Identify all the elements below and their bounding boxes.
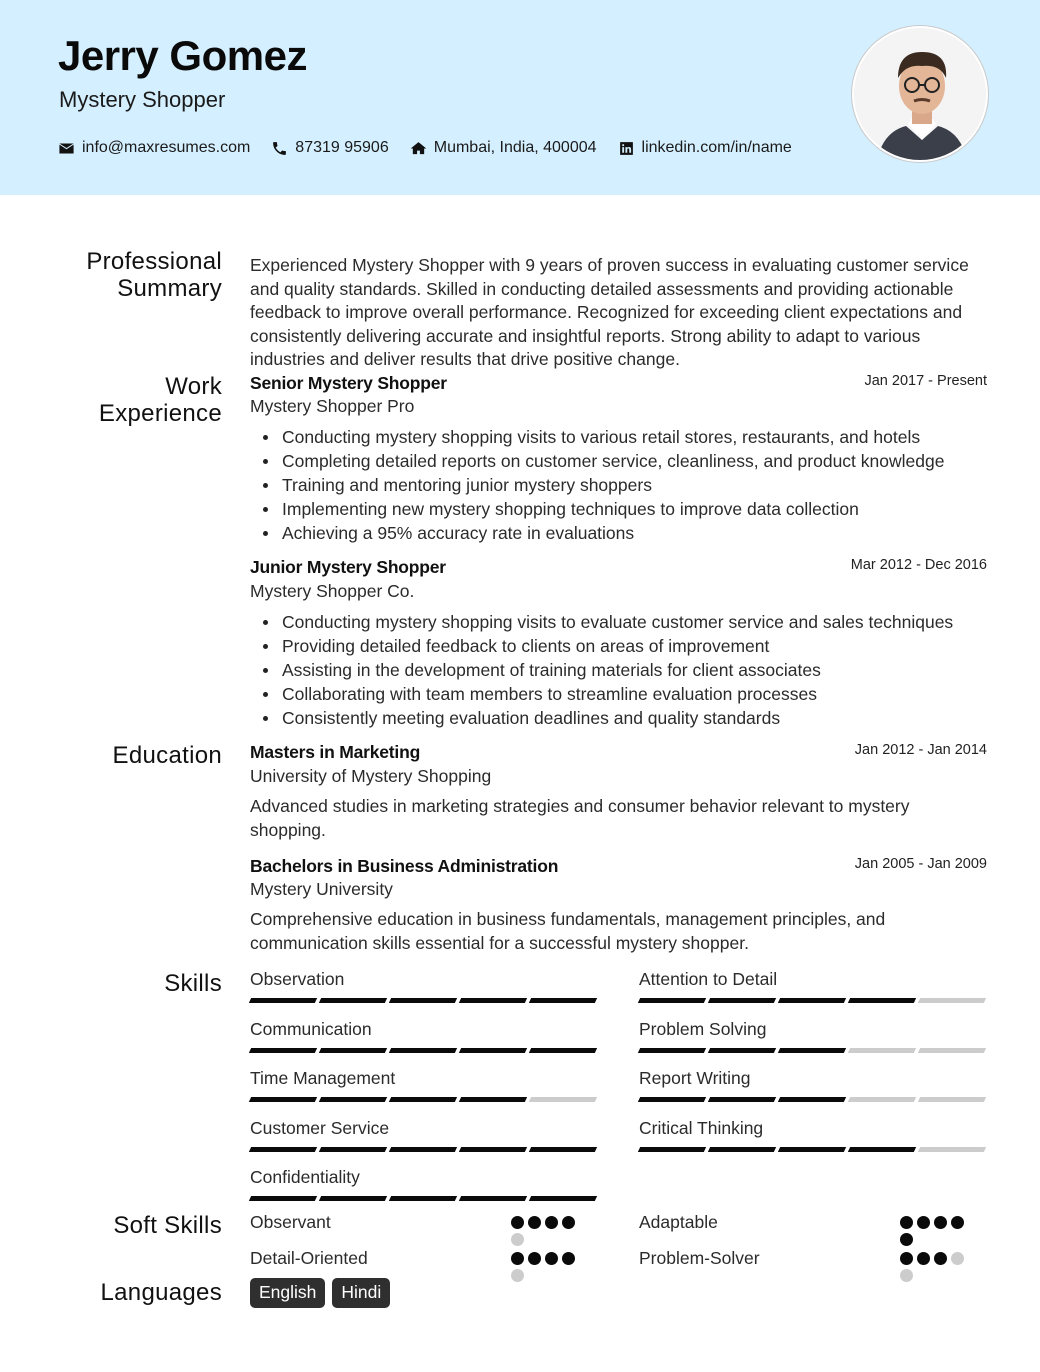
skill-item bbox=[250, 969, 598, 1009]
list-item: Achieving a 95% accuracy rate in evaluations bbox=[282, 521, 1002, 545]
skill-item bbox=[250, 1019, 598, 1059]
skill-level-segment bbox=[389, 1097, 457, 1102]
skill-level-segment bbox=[848, 1048, 916, 1053]
job-header bbox=[250, 557, 987, 581]
skill-level-segment bbox=[249, 998, 317, 1003]
skill-level-segment bbox=[249, 1097, 317, 1102]
language-badge: English bbox=[250, 1278, 325, 1308]
skill-name: Time Management bbox=[250, 1068, 396, 1088]
contact-address bbox=[410, 139, 597, 157]
languages-list bbox=[250, 1278, 397, 1308]
education-description: Comprehensive education in business fundamentals, management principles, and communication skills essential for a successful mystery shopper. bbox=[250, 909, 886, 953]
skill-level-segment bbox=[708, 1097, 776, 1102]
resume-header bbox=[0, 0, 1040, 195]
skill-level-segment bbox=[778, 1097, 846, 1102]
rating-dot bbox=[528, 1216, 541, 1229]
education-header bbox=[250, 742, 987, 766]
skill-level-segment bbox=[778, 1048, 846, 1053]
skill-level-segment bbox=[249, 1147, 317, 1152]
contact-bar bbox=[58, 139, 813, 157]
job-title: Senior Mystery Shopper bbox=[250, 373, 447, 393]
skill-level-segment bbox=[638, 1097, 706, 1102]
skill-level-bar bbox=[250, 998, 600, 1003]
rating-dot bbox=[562, 1252, 575, 1265]
skill-level-segment bbox=[708, 1048, 776, 1053]
skill-level-segment bbox=[249, 1048, 317, 1053]
section-title-languages: Languages bbox=[100, 1279, 222, 1306]
soft-skill-name: Adaptable bbox=[639, 1212, 718, 1232]
job-company: Mystery Shopper Pro bbox=[250, 396, 415, 416]
skill-level-segment bbox=[459, 998, 527, 1003]
section-title-line: Work bbox=[165, 373, 222, 400]
skill-level-bar bbox=[250, 1048, 600, 1053]
contact-phone[interactable] bbox=[271, 139, 388, 157]
skill-level-bar bbox=[250, 1147, 600, 1152]
skill-level-segment bbox=[459, 1196, 527, 1201]
school-name: University of Mystery Shopping bbox=[250, 766, 492, 786]
education-description: Advanced studies in marketing strategies and consumer behavior relevant to mystery shopping. bbox=[250, 796, 910, 840]
skill-item bbox=[250, 1118, 598, 1158]
list-item: Consistently meeting evaluation deadlines and quality standards bbox=[282, 706, 1002, 730]
skill-level-bar bbox=[250, 1097, 600, 1102]
rating-dot bbox=[511, 1269, 524, 1282]
skill-name: Confidentiality bbox=[250, 1167, 360, 1187]
skill-level-segment bbox=[918, 1048, 986, 1053]
degree-title: Bachelors in Business Administration bbox=[250, 856, 559, 876]
skill-level-segment bbox=[848, 998, 916, 1003]
list-item: Conducting mystery shopping visits to evaluate customer service and sales techniques bbox=[282, 610, 1002, 634]
rating-dot bbox=[511, 1216, 524, 1229]
skill-level-segment bbox=[319, 1196, 387, 1201]
list-item: Completing detailed reports on customer service, cleanliness, and product knowledge bbox=[282, 449, 1002, 473]
section-title-skills: Skills bbox=[164, 970, 222, 997]
rating-dot bbox=[545, 1216, 558, 1229]
skill-name: Observation bbox=[250, 969, 345, 989]
skill-name: Problem Solving bbox=[639, 1019, 767, 1039]
skill-level-segment bbox=[319, 998, 387, 1003]
section-title-experience bbox=[30, 373, 222, 427]
phone-icon bbox=[271, 140, 288, 157]
job-company: Mystery Shopper Co. bbox=[250, 581, 415, 601]
summary-text: Experienced Mystery Shopper with 9 years of proven success in evaluating customer service and quality standards. Skilled in conducting detailed assessments and providing actionable feedback to improve overall performance. Recognized for exceeding client expectations and consistently delivering accurate and insightful reports. Strong ability to adapt to various industries and deliver results that drive positive change. bbox=[250, 255, 969, 369]
skill-item bbox=[639, 1118, 987, 1158]
skill-level-segment bbox=[529, 1048, 597, 1053]
education-dates: Jan 2012 - Jan 2014 bbox=[854, 742, 987, 758]
rating-dot bbox=[900, 1252, 913, 1265]
skill-level-segment bbox=[459, 1147, 527, 1152]
soft-skill-name: Detail-Oriented bbox=[250, 1248, 368, 1268]
section-title-line: Experience bbox=[98, 400, 222, 427]
skill-level-segment bbox=[708, 998, 776, 1003]
education-header bbox=[250, 856, 987, 880]
linkedin-icon bbox=[618, 140, 635, 157]
skill-level-segment bbox=[848, 1097, 916, 1102]
candidate-title: Mystery Shopper bbox=[59, 87, 226, 112]
rating-dot bbox=[917, 1216, 930, 1229]
skill-item bbox=[639, 969, 987, 1009]
list-item: Training and mentoring junior mystery shoppers bbox=[282, 473, 1002, 497]
list-item: Providing detailed feedback to clients on areas of improvement bbox=[282, 634, 1002, 658]
list-item: Assisting in the development of training materials for client associates bbox=[282, 658, 1002, 682]
rating-dot bbox=[900, 1216, 913, 1229]
skill-item bbox=[250, 1068, 598, 1108]
profile-photo bbox=[852, 26, 988, 162]
contact-linkedin[interactable] bbox=[618, 139, 792, 157]
job-bullets bbox=[282, 425, 1002, 545]
rating-dot bbox=[511, 1233, 524, 1246]
section-title-line: Summary bbox=[117, 275, 222, 302]
skill-level-segment bbox=[529, 998, 597, 1003]
skill-level-segment bbox=[319, 1097, 387, 1102]
skill-level-segment bbox=[918, 998, 986, 1003]
skill-level-segment bbox=[319, 1147, 387, 1152]
language-badge: Hindi bbox=[332, 1278, 390, 1308]
skill-level-segment bbox=[638, 1048, 706, 1053]
skill-level-segment bbox=[389, 1147, 457, 1152]
job-dates: Jan 2017 - Present bbox=[864, 373, 987, 389]
skill-level-bar bbox=[639, 1147, 989, 1152]
section-title-education: Education bbox=[112, 742, 222, 769]
degree-title: Masters in Marketing bbox=[250, 742, 421, 762]
skill-name: Communication bbox=[250, 1019, 372, 1039]
rating-dot bbox=[900, 1269, 913, 1282]
education-dates: Jan 2005 - Jan 2009 bbox=[854, 856, 987, 872]
skill-level-segment bbox=[389, 1048, 457, 1053]
phone-text: 87319 95906 bbox=[295, 139, 389, 156]
skill-level-segment bbox=[778, 1147, 846, 1152]
skill-level-segment bbox=[459, 1097, 527, 1102]
rating-dot bbox=[934, 1252, 947, 1265]
job-bullets bbox=[282, 610, 1002, 730]
skill-level-bar bbox=[639, 1048, 989, 1053]
school-name: Mystery University bbox=[250, 879, 393, 899]
skill-item bbox=[250, 1167, 598, 1207]
job-header bbox=[250, 373, 987, 397]
rating-dot bbox=[951, 1216, 964, 1229]
skill-level-segment bbox=[389, 1196, 457, 1201]
skill-name: Report Writing bbox=[639, 1068, 751, 1088]
contact-email[interactable] bbox=[58, 139, 250, 157]
skill-level-bar bbox=[639, 998, 989, 1003]
soft-skill-name: Observant bbox=[250, 1212, 331, 1232]
skill-item bbox=[639, 1068, 987, 1108]
rating-dot bbox=[511, 1252, 524, 1265]
list-item: Implementing new mystery shopping techniques to improve data collection bbox=[282, 497, 1002, 521]
home-icon bbox=[410, 140, 427, 157]
rating-dot bbox=[934, 1216, 947, 1229]
skill-level-bar bbox=[250, 1196, 600, 1201]
section-title-line: Professional bbox=[86, 248, 222, 275]
rating-dot bbox=[917, 1252, 930, 1265]
linkedin-text: linkedin.com/in/name bbox=[641, 139, 792, 156]
rating-dot bbox=[528, 1252, 541, 1265]
job-dates: Mar 2012 - Dec 2016 bbox=[850, 557, 987, 573]
section-title-soft-skills: Soft Skills bbox=[113, 1212, 222, 1239]
skill-name: Customer Service bbox=[250, 1118, 390, 1138]
rating-dot bbox=[545, 1252, 558, 1265]
skill-level-segment bbox=[529, 1147, 597, 1152]
skill-level-segment bbox=[638, 1147, 706, 1152]
section-title-summary bbox=[30, 248, 222, 302]
skill-level-segment bbox=[459, 1048, 527, 1053]
skill-level-segment bbox=[708, 1147, 776, 1152]
skill-level-segment bbox=[389, 998, 457, 1003]
skill-level-segment bbox=[249, 1196, 317, 1201]
list-item: Conducting mystery shopping visits to various retail stores, restaurants, and hotels bbox=[282, 425, 1002, 449]
skill-item bbox=[639, 1019, 987, 1059]
skill-level-segment bbox=[529, 1196, 597, 1201]
skill-level-segment bbox=[529, 1097, 597, 1102]
skill-level-bar bbox=[639, 1097, 989, 1102]
skill-level-segment bbox=[778, 998, 846, 1003]
list-item: Collaborating with team members to streamline evaluation processes bbox=[282, 682, 1002, 706]
candidate-name: Jerry Gomez bbox=[58, 32, 307, 79]
address-text: Mumbai, India, 400004 bbox=[433, 139, 597, 156]
rating-dot bbox=[900, 1233, 913, 1246]
email-text: info@maxresumes.com bbox=[82, 139, 251, 156]
envelope-icon bbox=[58, 140, 75, 157]
skill-level-segment bbox=[918, 1147, 986, 1152]
job-title: Junior Mystery Shopper bbox=[250, 557, 446, 577]
skill-name: Critical Thinking bbox=[639, 1118, 764, 1138]
skill-level-segment bbox=[918, 1097, 986, 1102]
rating-dot bbox=[951, 1252, 964, 1265]
skill-level-segment bbox=[848, 1147, 916, 1152]
soft-skill-name: Problem-Solver bbox=[639, 1248, 760, 1268]
skill-level-segment bbox=[638, 998, 706, 1003]
rating-dot bbox=[562, 1216, 575, 1229]
skill-name: Attention to Detail bbox=[639, 969, 778, 989]
skill-level-segment bbox=[319, 1048, 387, 1053]
